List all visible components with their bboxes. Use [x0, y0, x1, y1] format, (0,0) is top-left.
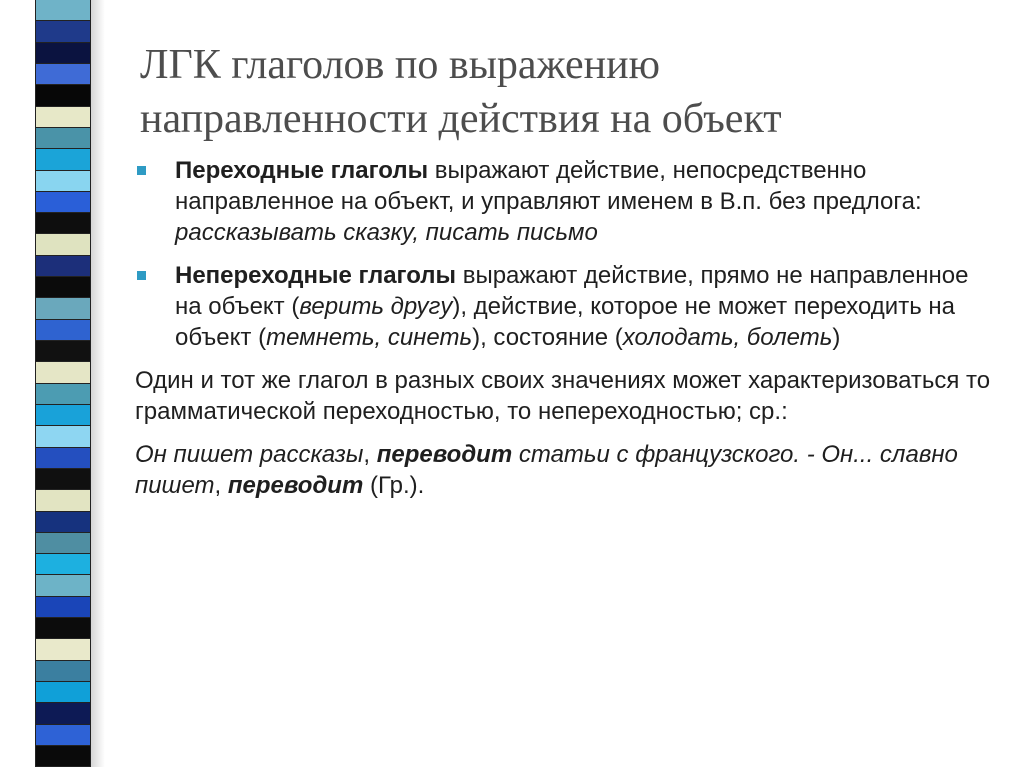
- stripe-segment: [36, 746, 90, 767]
- example: верить другу: [299, 293, 453, 320]
- quote-part: статьи с французского. - Он... славно пишет: [135, 441, 958, 499]
- stripe-segment: [36, 384, 90, 405]
- quote-part: Он пишет рассказы: [135, 441, 364, 468]
- stripe-segment: [36, 682, 90, 703]
- bullet-transitive: [135, 155, 995, 248]
- square-bullet-icon: [137, 271, 146, 280]
- stripe-segment: [36, 426, 90, 447]
- example: холодать, болеть: [622, 324, 833, 351]
- stripe-segment: [36, 234, 90, 255]
- stripe-segment: [36, 512, 90, 533]
- decorative-stripe-bar: [35, 0, 91, 767]
- stripe-segment: [36, 128, 90, 149]
- stripe-segment: [36, 490, 90, 511]
- text: выражают действие, прямо не направленное на объект (: [175, 262, 969, 320]
- stripe-segment: [36, 149, 90, 170]
- stripe-segment: [36, 661, 90, 682]
- square-bullet-icon: [137, 166, 146, 175]
- stripe-segment: [36, 64, 90, 85]
- stripe-segment: [36, 533, 90, 554]
- stripe-segment: [36, 43, 90, 64]
- stripe-segment: [36, 597, 90, 618]
- text: ): [832, 324, 841, 351]
- slide-content: [135, 155, 995, 513]
- stripe-segment: [36, 0, 90, 21]
- stripe-segment: [36, 554, 90, 575]
- stripe-segment: [36, 703, 90, 724]
- stripe-segment: [36, 85, 90, 106]
- text: ), действие, которое не может переходить на объект (: [175, 293, 955, 351]
- example: рассказывать сказку, писать письмо: [175, 219, 598, 246]
- paragraph-note: Один и тот же глагол в разных своих значениях может характеризоваться то грамматической переходностью, то непереходностью; ср.:: [135, 367, 991, 425]
- stripe-segment: [36, 341, 90, 362]
- stripe-segment: [36, 469, 90, 490]
- slide-title: [140, 38, 980, 146]
- quote-part: ,: [363, 441, 377, 468]
- stripe-segment: [36, 405, 90, 426]
- term-transitive: Переходные глаголы: [175, 157, 429, 184]
- quote-part: (Гр.).: [363, 472, 425, 499]
- stripe-segment: [36, 298, 90, 319]
- stripe-segment: [36, 256, 90, 277]
- quote-emphasis: переводит: [227, 472, 364, 499]
- quote-part: ,: [214, 472, 228, 499]
- stripe-segment: [36, 213, 90, 234]
- bullet-intransitive: [135, 260, 995, 353]
- example-quote: [135, 439, 995, 501]
- term-intransitive: Непереходные глаголы: [175, 262, 457, 289]
- text: выражают действие, непосредственно направленное на объект, и управляют именем в В.п. без предлога:: [175, 157, 922, 215]
- stripe-segment: [36, 320, 90, 341]
- stripe-segment: [36, 448, 90, 469]
- stripe-segment: [36, 362, 90, 383]
- quote-emphasis: переводит: [376, 441, 513, 468]
- stripe-segment: [36, 639, 90, 660]
- stripe-segment: [36, 277, 90, 298]
- stripe-shadow: [91, 0, 105, 767]
- stripe-segment: [36, 725, 90, 746]
- stripe-segment: [36, 618, 90, 639]
- stripe-segment: [36, 107, 90, 128]
- example: темнеть, синеть: [266, 324, 473, 351]
- stripe-segment: [36, 192, 90, 213]
- title-line-2: направленности действия на объект: [140, 96, 782, 142]
- stripe-segment: [36, 171, 90, 192]
- stripe-segment: [36, 575, 90, 596]
- stripe-segment: [36, 21, 90, 42]
- title-line-1: ЛГК глаголов по выражению: [140, 42, 660, 88]
- text: ), состояние (: [472, 324, 623, 351]
